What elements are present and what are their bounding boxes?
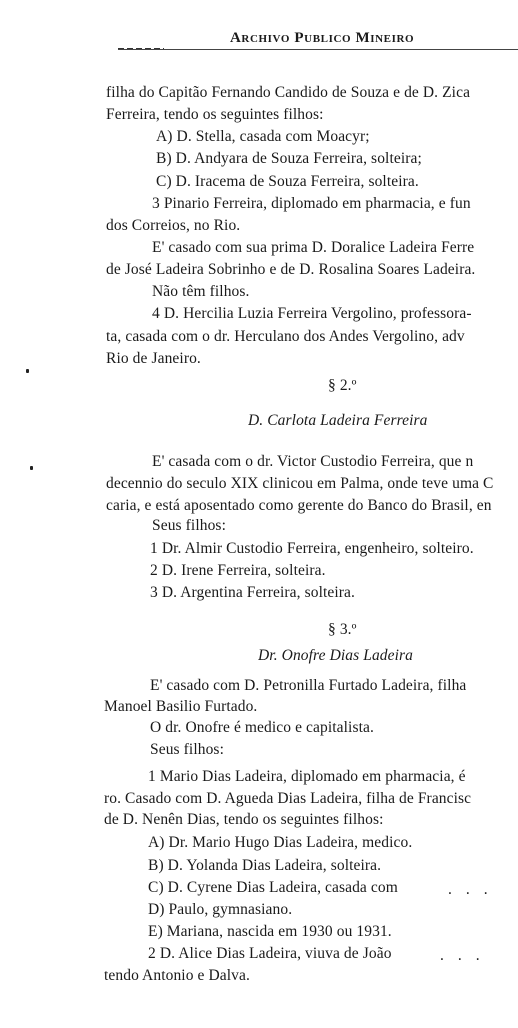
text-line: de José Ladeira Sobrinho e de D. Rosalina Soares Ladeira.	[106, 261, 476, 278]
list-item: B) D. Yolanda Dias Ladeira, solteira.	[148, 857, 382, 874]
text-line: E' casado com D. Petronilla Furtado Ladeira, filha	[150, 677, 467, 694]
text-line: E' casada com o dr. Victor Custodio Ferreira, que n	[152, 453, 474, 470]
list-item: A) Dr. Mario Hugo Dias Ladeira, medico.	[148, 834, 413, 851]
text-line: Seus filhos:	[152, 517, 226, 534]
leader-dots: ...	[448, 881, 502, 898]
list-item: D) Paulo, gymnasiano.	[148, 901, 293, 918]
margin-speck	[30, 466, 33, 470]
section-number: § 2.º	[328, 377, 357, 394]
text-line: decennio do seculo XIX clinicou em Palma, onde teve uma C	[106, 475, 494, 492]
leader-dots: ...	[440, 947, 494, 964]
list-item: C) D. Cyrene Dias Ladeira, casada com	[148, 879, 398, 896]
margin-speck	[26, 369, 29, 373]
text-line: Não têm filhos.	[152, 283, 250, 300]
section-title: D. Carlota Ladeira Ferreira	[248, 412, 428, 429]
list-item: 2 D. Irene Ferreira, solteira.	[150, 562, 326, 579]
header-rule	[118, 49, 518, 50]
text-line: ta, casada com o dr. Herculano dos Andes Vergolino, adv	[106, 328, 465, 345]
list-item: C) D. Iracema de Souza Ferreira, solteira.	[156, 173, 419, 190]
list-item: A) D. Stella, casada com Moacyr;	[156, 128, 370, 145]
list-item: 1 Dr. Almir Custodio Ferreira, engenheiro, solteiro.	[150, 540, 474, 557]
text-line: tendo Antonio e Dalva.	[104, 967, 250, 984]
list-item: B) D. Andyara de Souza Ferreira, solteira;	[156, 150, 422, 167]
section-title: Dr. Onofre Dias Ladeira	[258, 647, 414, 664]
text-line: 2 D. Alice Dias Ladeira, viuva de João	[148, 945, 392, 962]
text-line: O dr. Onofre é medico e capitalista.	[150, 719, 374, 736]
text-line: filha do Capitão Fernando Candido de Souza e de D. Zica	[106, 84, 471, 101]
text-line: 3 Pinario Ferreira, diplomado em pharmacia, e fun	[152, 195, 471, 212]
text-line: de D. Nenên Dias, tendo os seguintes filhos:	[104, 811, 384, 828]
running-header: Archivo Publico Mineiro	[230, 30, 415, 46]
section-number: § 3.º	[328, 621, 357, 638]
text-line: ro. Casado com D. Agueda Dias Ladeira, filha de Francisc	[104, 790, 472, 807]
text-line: caria, e está aposentado como gerente do Banco do Brasil, en	[106, 497, 492, 514]
list-item: E) Mariana, nascida em 1930 ou 1931.	[148, 923, 392, 940]
text-line: Seus filhos:	[150, 741, 224, 758]
text-line: dos Correios, no Rio.	[106, 217, 241, 234]
text-line: 4 D. Hercilia Luzia Ferreira Vergolino, professora-	[152, 305, 472, 322]
text-line: Manoel Basilio Furtado.	[104, 698, 258, 715]
text-line: 1 Mario Dias Ladeira, diplomado em pharmacia, é	[148, 768, 466, 785]
text-line: E' casado com sua prima D. Doralice Ladeira Ferre	[152, 239, 475, 256]
text-line: Ferreira, tendo os seguintes filhos:	[106, 106, 324, 123]
text-line: Rio de Janeiro.	[106, 350, 201, 367]
list-item: 3 D. Argentina Ferreira, solteira.	[150, 584, 355, 601]
